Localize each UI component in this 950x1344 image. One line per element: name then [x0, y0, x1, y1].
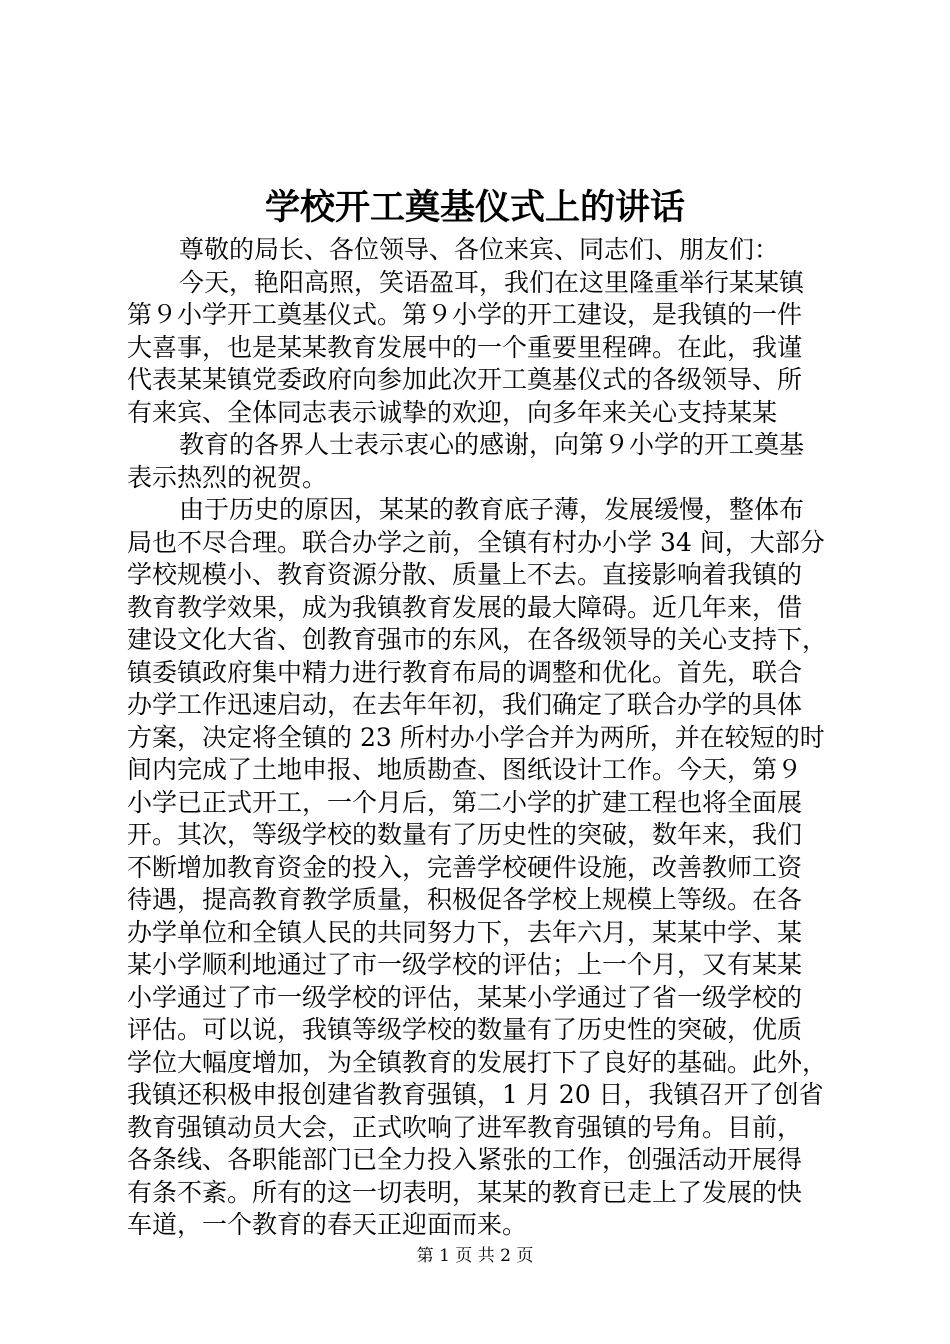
paragraph-line: 表示热烈的祝贺。: [127, 462, 328, 492]
paragraph-line: 小学通过了市一级学校的评估，某某小学通过了省一级学校的: [127, 982, 803, 1012]
paragraph-line: 某小学顺利地通过了市一级学校的评估；上一个月，又有某某: [127, 950, 803, 979]
paragraph-line: 办学单位和全镇人民的共同努力下，去年六月，某某中学、某: [127, 917, 803, 947]
paragraph-line: 学位大幅度增加，为全镇教育的发展打下了良好的基础。此外，: [127, 1047, 828, 1077]
paragraph-line: 办学工作迅速启动，在去年年初，我们确定了联合办学的具体: [127, 690, 803, 719]
paragraph-line: 学校规模小、教育资源分散、质量上不去。直接影响着我镇的: [127, 560, 803, 589]
paragraph-line: 有条不紊。所有的这一切表明，某某的教育已走上了发展的快: [127, 1177, 803, 1207]
paragraph-line: 今天，艳阳高照，笑语盈耳，我们在这里隆重举行某某镇: [179, 267, 805, 297]
paragraph-line: 车道，一个教育的春天正迎面而来。: [127, 1210, 528, 1239]
paragraph-line: 我镇还积极申报创建省教育强镇，1 月 20 日，我镇召开了创省: [127, 1080, 824, 1109]
paragraph-line: 镇委镇政府集中精力进行教育布局的调整和优化。首先，联合: [127, 657, 803, 687]
paragraph-line: 建设文化大省、创教育强市的东风，在各级领导的关心支持下，: [127, 625, 828, 654]
paragraph-line: 开。其次，等级学校的数量有了历史性的突破，数年来，我们: [127, 820, 803, 849]
salutation-line: 尊敬的局长、各位领导、各位来宾、同志们、朋友们：: [179, 235, 780, 264]
paragraph-line: 由于历史的原因，某某的教育底子薄，发展缓慢，整体布: [179, 495, 805, 524]
document-title: 学校开工奠基仪式上的讲话: [264, 187, 685, 228]
paragraph-line: 局也不尽合理。联合办学之前，全镇有村办小学 34 间，大部分: [127, 527, 825, 557]
paragraph-line: 代表某某镇党委政府向参加此次开工奠基仪式的各级领导、所: [127, 365, 803, 394]
paragraph-line: 不断增加教育资金的投入，完善学校硬件设施，改善教师工资: [127, 852, 803, 882]
paragraph-line: 教育的各界人士表示衷心的感谢，向第９小学的开工奠基: [179, 430, 805, 459]
document-body: [127, 234, 832, 1242]
paragraph-line: 待遇，提高教育教学质量，积极促各学校上规模上等级。在各: [127, 885, 803, 914]
paragraph-line: 第９小学开工奠基仪式。第９小学的开工建设，是我镇的一件: [127, 300, 803, 329]
paragraph-line: 间内完成了土地申报、地质勘查、图纸设计工作。今天，第９: [127, 755, 803, 784]
paragraph-line: 大喜事，也是某某教育发展中的一个重要里程碑。在此，我谨: [127, 332, 803, 362]
paragraph-line: 各条线、各职能部门已全力投入紧张的工作，创强活动开展得: [127, 1145, 803, 1174]
paragraph-line: 教育教学效果，成为我镇教育发展的最大障碍。近几年来，借: [127, 592, 803, 622]
paragraph-line: 有来宾、全体同志表示诚挚的欢迎，向多年来关心支持某某: [127, 397, 778, 427]
paragraph-line: 方案，决定将全镇的 23 所村办小学合并为两所，并在较短的时: [127, 722, 825, 752]
paragraph-line: 评估。可以说，我镇等级学校的数量有了历史性的突破，优质: [127, 1015, 803, 1044]
paragraph-line: 教育强镇动员大会，正式吹响了进军教育强镇的号角。目前，: [127, 1112, 803, 1142]
paragraph-line: 小学已正式开工，一个月后，第二小学的扩建工程也将全面展: [127, 787, 803, 817]
page-footer: 第 1 页 共 2 页: [416, 1246, 534, 1266]
